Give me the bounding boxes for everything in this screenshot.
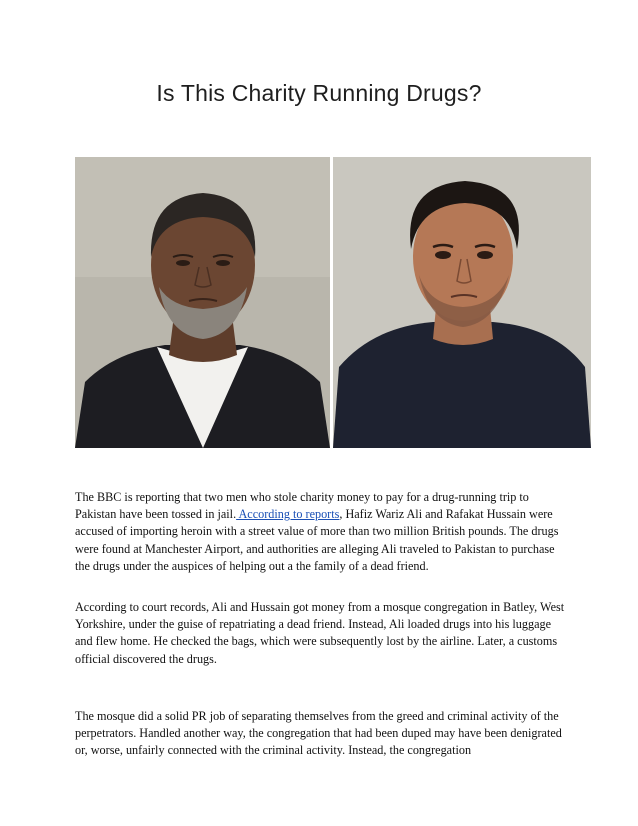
article-title: Is This Charity Running Drugs? (156, 80, 482, 106)
article-paragraph-3: The mosque did a solid PR job of separating themselves from the greed and criminal activity of the perpetrators. Handled another way, the congregation that had been duped may have been denigrated or, worse, unfairly connected with the criminal activity. Instead, the congregation (75, 709, 562, 758)
mugshot-photo-right (333, 157, 591, 448)
paragraph-1-text-start: The BBC is reporting that two men who stole charity money to pay for a drug-running trip to Pakistan have been tossed in jail. (75, 490, 529, 522)
article-paragraph-2: According to court records, Ali and Hussain got money from a mosque congregation in Batley, West Yorkshire, under the guise of repatriating a dead friend. Instead, Ali loaded drugs into his luggage and flew home. He checked the bags, which were subsequently lost by the airline. Later, a customs official discovered the drugs. (75, 600, 565, 666)
paragraph-1-text-end: , Hafiz Wariz Ali and Rafakat Hussain were accused of importing heroin with a street value of more than two million British pounds. The drugs were found at Manchester Airport, and authorities are alleging Ali traveled to Pakistan to purchase the drugs under the auspices of helping out a the family of a dead friend. (75, 507, 559, 573)
mugshot-photos (75, 157, 591, 448)
article-paragraph-1 (75, 489, 570, 575)
mugshot-photo-left (75, 157, 330, 448)
according-to-reports-link[interactable]: According to reports (236, 507, 340, 522)
